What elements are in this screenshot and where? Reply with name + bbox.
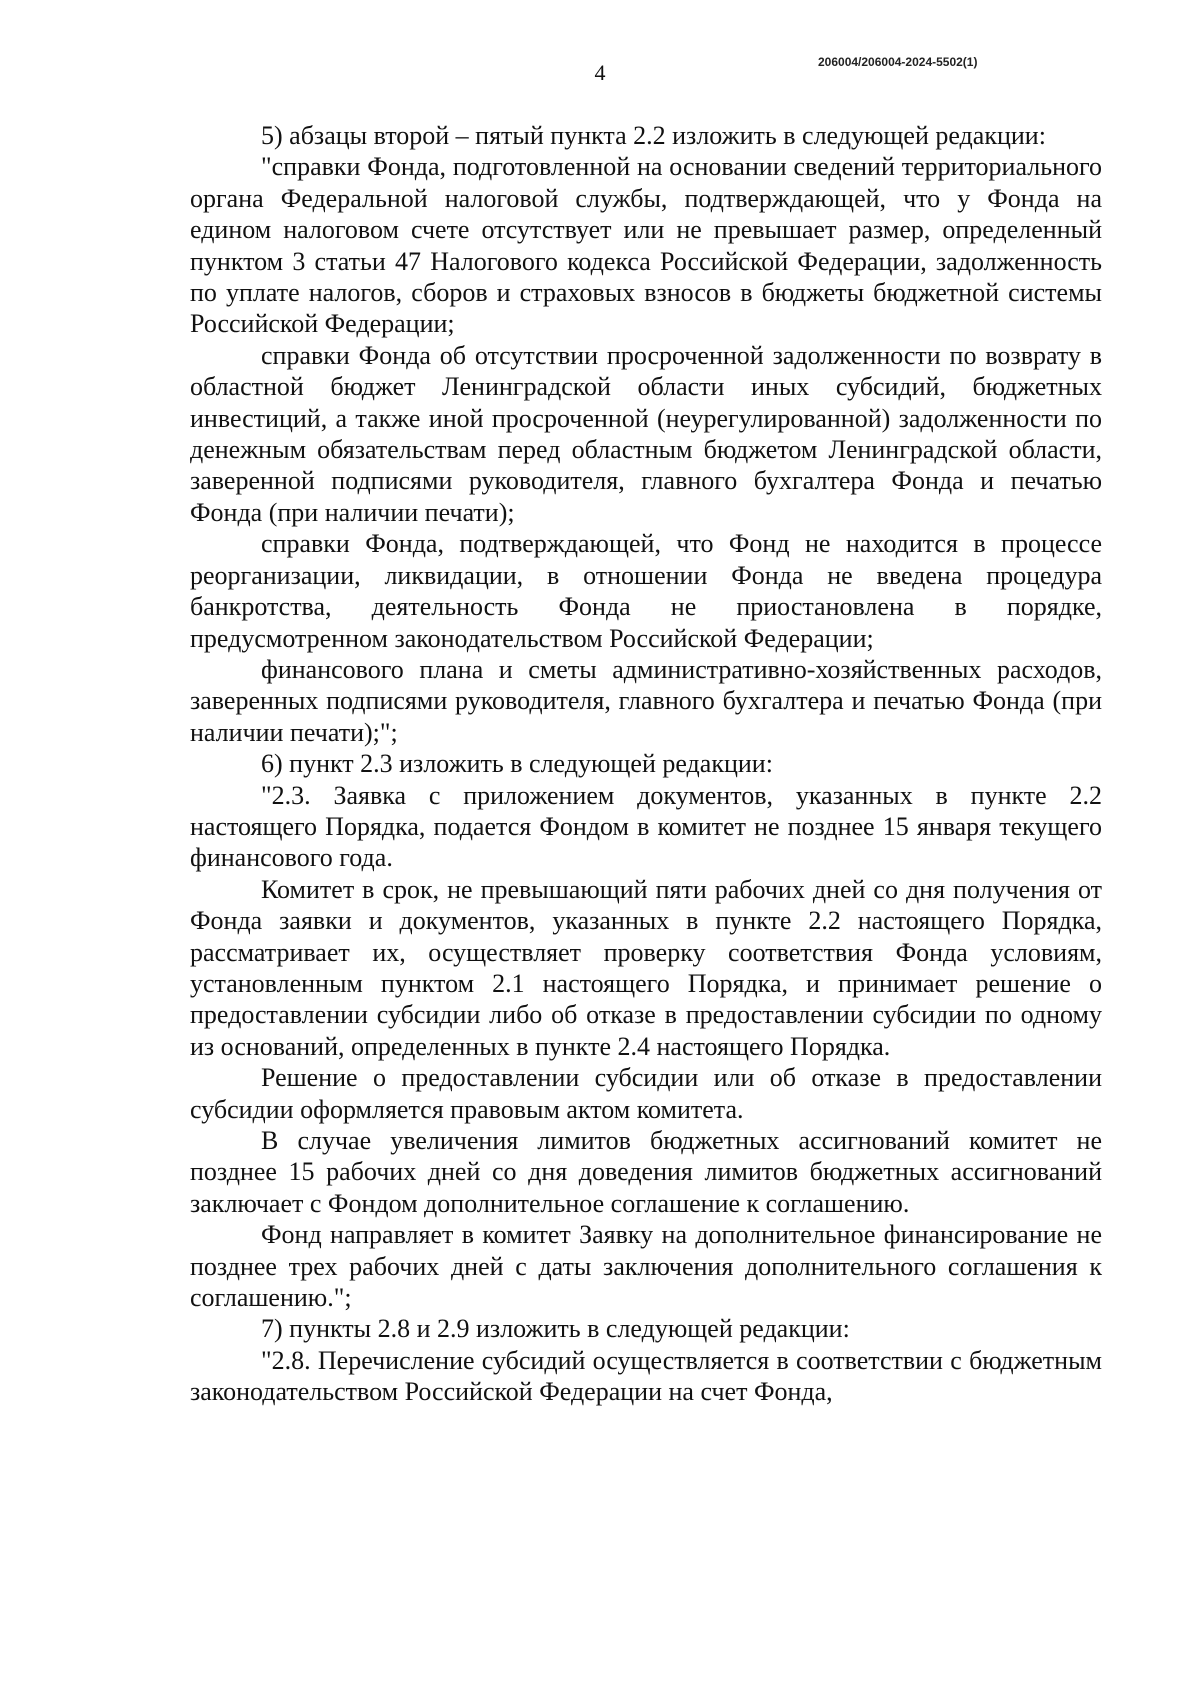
paragraph: В случае увеличения лимитов бюджетных ассигнований комитет не позднее 15 рабочих дней со дня доведения лимитов бюджетных ассигнований заключает с Фондом дополнительное соглашение к соглашению. <box>190 1126 1102 1218</box>
page-number: 4 <box>594 60 606 85</box>
paragraph: Фонд направляет в комитет Заявку на дополнительное финансирование не позднее трех рабочих дней с даты заключения дополнительного соглашения к соглашению."; <box>190 1220 1102 1313</box>
paragraph: справки Фонда об отсутствии просроченной задолженности по возврату в областной бюджет Ленинградской области иных субсидий, бюджетных инвестиций, а также иной просроченной (неурегулированной) задолженности по денежным обязательствам перед областным бюджетом Ленинградской области, заверенной подписями руководителя, главного бухгалтера Фонда и печатью Фонда (при наличии печати); <box>190 340 1102 527</box>
paragraph: "справки Фонда, подготовленной на основании сведений территориального органа Федеральной налоговой службы, подтверждающей, что у Фонда на едином налоговом счете отсутствует или не превышает размер, определенный пунктом 3 статьи 47 Налогового кодекса Российской Федерации, задолженность по уплате налогов, сборов и страховых взносов в бюджеты бюджетной системы Российской Федерации; <box>190 152 1102 339</box>
paragraph: "2.3. Заявка с приложением документов, указанных в пункте 2.2 настоящего Порядка, подается Фондом в комитет не позднее 15 января текущего финансового года. <box>190 780 1102 873</box>
paragraph: "2.8. Перечисление субсидий осуществляется в соответствии с бюджетным законодательством Российской Федерации на счет Фонда, <box>190 1345 1102 1407</box>
paragraph: Решение о предоставлении субсидии или об отказе в предоставлении субсидии оформляется правовым актом комитета. <box>190 1063 1102 1124</box>
paragraph: 6) пункт 2.3 изложить в следующей редакции: <box>261 749 773 779</box>
document-body <box>190 120 1102 1408</box>
paragraph: Комитет в срок, не превышающий пяти рабочих дней со дня получения от Фонда заявки и документов, указанных в пункте 2.2 настоящего Порядка, рассматривает их, осуществляет проверку соответствия Фонда условиям, установленным пунктом 2.1 настоящего Порядка, и принимает решение о предоставлении субсидии либо об отказе в предоставлении субсидии по одному из оснований, определенных в пункте 2.4 настоящего Порядка. <box>190 874 1102 1061</box>
paragraph: финансового плана и сметы административно-хозяйственных расходов, заверенных подписями руководителя, главного бухгалтера и печатью Фонда (при наличии печати);"; <box>190 654 1102 747</box>
document-id: 206004/206004-2024-5502(1) <box>818 55 978 69</box>
paragraph: справки Фонда, подтверждающей, что Фонд не находится в процессе реорганизации, ликвидации, в отношении Фонда не введена процедура банкротства, деятельность Фонда не приостановлена в порядке, предусмотренном законодательством Российской Федерации; <box>190 529 1102 653</box>
paragraph: 5) абзацы второй – пятый пункта 2.2 изложить в следующей редакции: <box>261 121 1046 150</box>
paragraph: 7) пункты 2.8 и 2.9 изложить в следующей редакции: <box>261 1314 850 1344</box>
